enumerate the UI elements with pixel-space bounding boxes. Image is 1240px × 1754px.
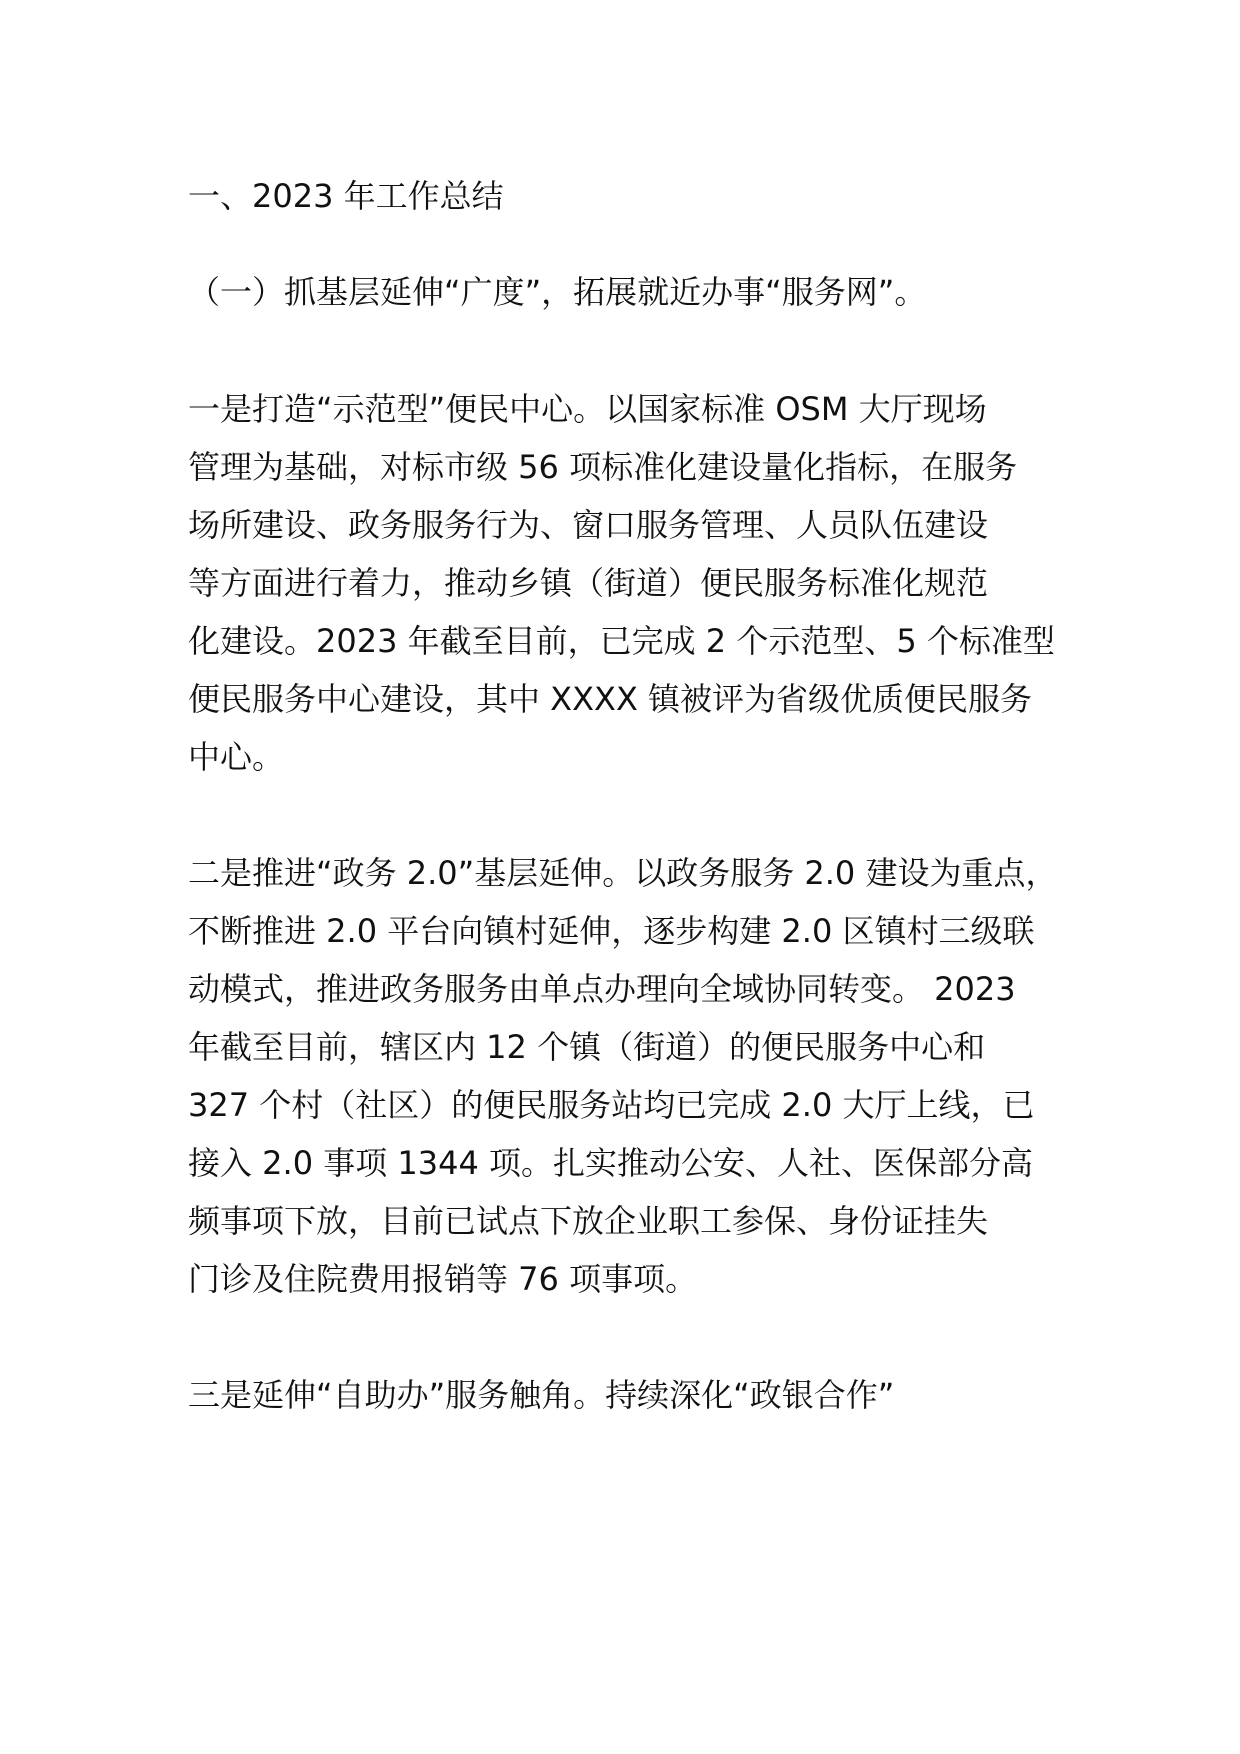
subheading: （一）抓基层延伸“广度”，拓展就近办事“服务网”。 xyxy=(188,273,927,311)
paragraph-line: 管理为基础，对标市级 56 项标准化建设量化指标，在服务 xyxy=(188,448,1018,486)
paragraph-line: 二是推进“政务 2.0”基层延伸。以政务服务 2.0 建设为重点， xyxy=(188,854,1058,892)
paragraph-line: 三是延伸“自助办”服务触角。持续深化“政银合作” xyxy=(188,1376,895,1414)
paragraph-line: 等方面进行着力，推动乡镇（街道）便民服务标准化规范 xyxy=(188,564,989,602)
paragraph-line: 不断推进 2.0 平台向镇村延伸，逐步构建 2.0 区镇村三级联 xyxy=(188,912,1035,950)
paragraph-line: 中心。 xyxy=(188,738,285,776)
paragraph-line: 327 个村（社区）的便民服务站均已完成 2.0 大厅上线，已 xyxy=(188,1086,1035,1124)
paragraph-line: 便民服务中心建设，其中 XXXX 镇被评为省级优质便民服务 xyxy=(188,680,1033,718)
paragraph-line: 一是打造“示范型”便民中心。以国家标准 OSM 大厅现场 xyxy=(188,390,987,428)
paragraph-line: 化建设。2023 年截至目前，已完成 2 个示范型、5 个标准型 xyxy=(188,622,1055,660)
section-heading: 一、2023 年工作总结 xyxy=(188,177,504,215)
paragraph-line: 动模式，推进政务服务由单点办理向全域协同转变。 2023 xyxy=(188,970,1016,1008)
paragraph-line: 门诊及住院费用报销等 76 项事项。 xyxy=(188,1260,698,1298)
paragraph-line: 接入 2.0 事项 1344 项。扎实推动公安、人社、医保部分高 xyxy=(188,1144,1034,1182)
paragraph-line: 年截至目前，辖区内 12 个镇（街道）的便民服务中心和 xyxy=(188,1028,986,1066)
paragraph-line: 频事项下放，目前已试点下放企业职工参保、身份证挂失 xyxy=(188,1202,989,1240)
paragraph-line: 场所建设、政务服务行为、窗口服务管理、人员队伍建设 xyxy=(188,506,989,544)
